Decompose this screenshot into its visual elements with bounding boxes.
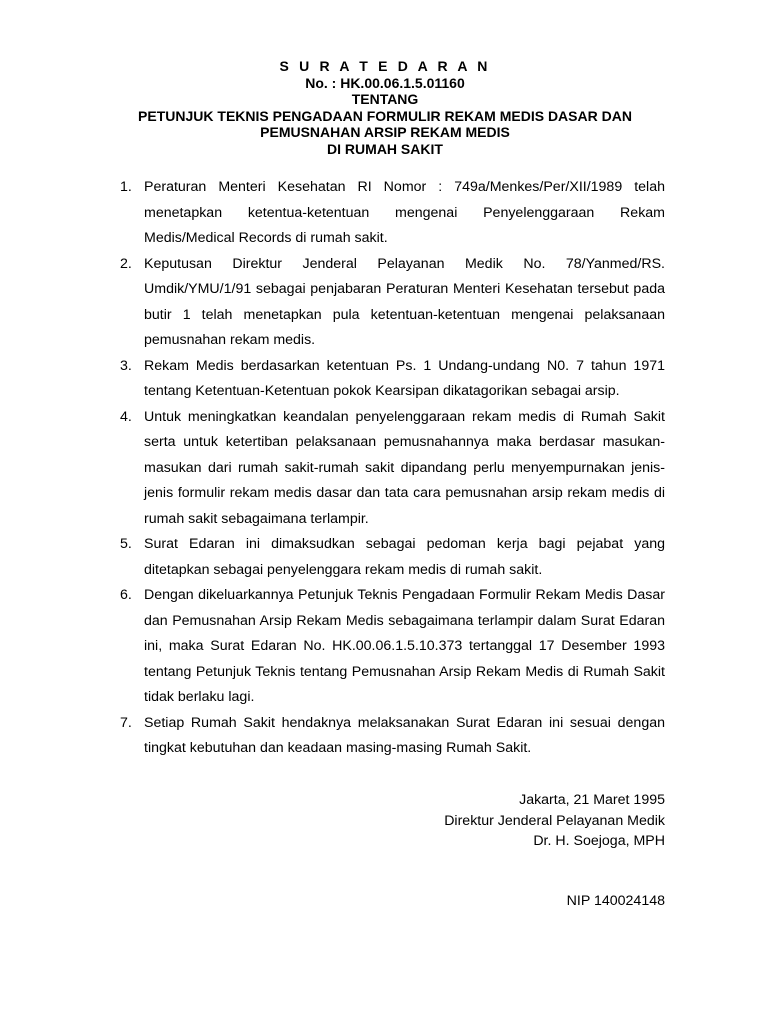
letter-about: TENTANG [351,91,419,107]
signer-nip: NIP 140024148 [566,893,665,909]
list-item [120,405,665,533]
list-item-number: 3. [120,357,132,374]
letter-subject-line-1: PETUNJUK TEKNIS PENGADAAN FORMULIR REKAM MEDIS DASAR DAN [138,107,632,124]
list-item [120,354,665,405]
letter-subject-line-2: PEMUSNAHAN ARSIP REKAM MEDIS [260,124,510,140]
signer-name: Dr. H. Soejoga, MPH [533,833,665,849]
list-item [120,175,665,252]
list-item-text: Dengan dikeluarkannya Petunjuk Teknis Pengadaan Formulir Rekam Medis Dasar dan Pemusnahan Arsip Rekam Medis sebagaimana terlampir dalam Surat Edaran ini, maka Surat Edaran No. HK.00.06.1.5.10.373 tertanggal 17 Desember 1993 tentang Petunjuk Teknis tentang Pemusnahan Arsip Rekam Medis di Rumah Sakit tidak berlaku lagi. [144,587,665,705]
letter-subject-line-3: DI RUMAH SAKIT [327,140,443,157]
list-item-number: 7. [120,714,132,731]
signature-block [444,790,665,852]
letter-number: No. : HK.00.06.1.5.01160 [305,74,465,91]
list-item-number: 6. [120,587,132,603]
list-item [120,583,665,711]
letter-header [100,58,670,157]
list-item [120,711,665,762]
list-item-text: Peraturan Menteri Kesehatan RI Nomor : 749a/Menkes/Per/XII/1989 telah menetapkan ketentua-ketentuan mengenai Penyelenggaraan Rekam Medis/Medical Records di rumah sakit. [144,179,665,246]
signer-position: Direktur Jenderal Pelayanan Medik [444,812,665,829]
list-item-text: Rekam Medis berdasarkan ketentuan Ps. 1 Undang-undang N0. 7 tahun 1971 tentang Ketentuan-Ketentuan pokok Kearsipan dikatagorikan sebagai arsip. [144,357,665,399]
list-item-text: Keputusan Direktur Jenderal Pelayanan Medik No. 78/Yanmed/RS. Umdik/YMU/1/91 sebagai penjabaran Peraturan Menteri Kesehatan tersebut pada butir 1 telah menetapkan pula ketentuan-ketentuan mengenai pelaksanaan pemusnahan rekam medis. [144,255,665,348]
list-item-number: 5. [120,536,132,552]
list-item [120,532,665,583]
list-item-text: Setiap Rumah Sakit hendaknya melaksanakan Surat Edaran ini sesuai dengan tingkat kebutuhan dan keadaan masing-masing Rumah Sakit. [144,714,665,756]
list-item-text: Surat Edaran ini dimaksudkan sebagai pedoman kerja bagi pejabat yang ditetapkan sebagai penyelenggara rekam medis di rumah sakit. [144,536,665,578]
list-item-text: Untuk meningkatkan keandalan penyelenggaraan rekam medis di Rumah Sakit serta untuk ketertiban pelaksanaan pemusnahannya maka berdasar masukan-masukan dari rumah sakit-rumah sakit dipandang perlu menyempurnakan jenis-jenis formulir rekam medis dasar dan tata cara pemusnahan arsip rekam medis di rumah sakit sebagaimana terlampir. [144,408,665,527]
list-item-number: 2. [120,255,132,272]
numbered-list [120,175,665,762]
letter-title: S U R A T E D A R A N [279,58,491,74]
list-item-number: 4. [120,408,132,425]
list-item [120,252,665,354]
list-item-number: 1. [120,179,132,195]
place-date: Jakarta, 21 Maret 1995 [519,792,665,808]
